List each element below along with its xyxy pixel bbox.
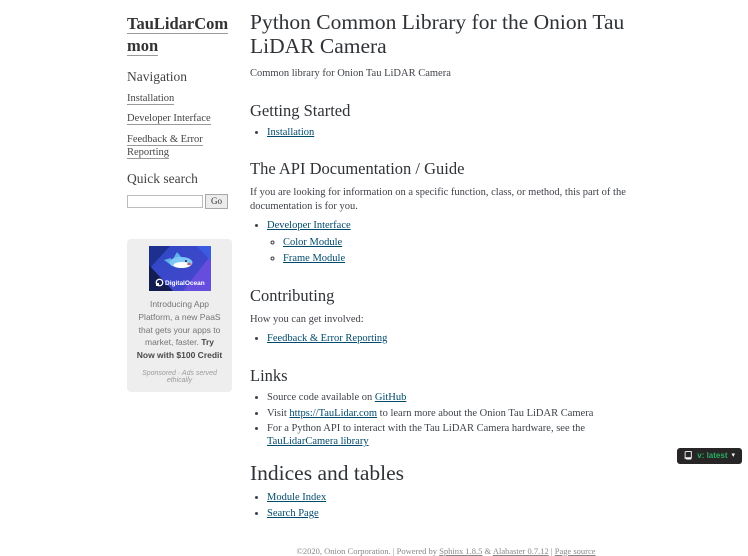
link-item-text: Source code available on <box>267 391 375 403</box>
contributing-intro-text: How you can get involved: <box>250 313 364 325</box>
sidebar <box>127 0 232 556</box>
sidebar-project-title <box>127 13 232 58</box>
list-item <box>267 408 642 421</box>
list-item <box>267 127 642 140</box>
caret-down-icon: ▾ <box>731 452 735 459</box>
github-link[interactable]: GitHub <box>374 391 407 403</box>
search-page-link[interactable]: Search Page <box>267 507 319 519</box>
links-list <box>250 392 642 449</box>
developer-interface-link[interactable]: Developer Interface <box>267 220 351 232</box>
link-item-text: to learn more about the Onion Tau LiDAR Camera <box>377 407 594 419</box>
sidebar-quick-search-heading: Quick search <box>127 171 198 187</box>
list-item <box>283 237 642 250</box>
search-go-button[interactable]: Go <box>205 194 228 209</box>
page-footer <box>250 546 642 556</box>
footer-copyright: ©2020, Onion Corporation. <box>296 545 391 556</box>
footer-separator: | <box>548 545 555 556</box>
api-list <box>250 220 642 265</box>
list-item <box>267 508 642 521</box>
digitalocean-ad-illustration <box>149 246 211 291</box>
sidebar-item-installation[interactable]: Installation <box>127 92 175 104</box>
frame-module-link[interactable]: Frame Module <box>283 252 346 264</box>
list-item <box>267 492 642 505</box>
book-icon <box>684 451 693 460</box>
installation-link[interactable]: Installation <box>267 126 315 138</box>
section-heading-api-documentation: The API Documentation / Guide <box>250 159 465 179</box>
search-form <box>127 194 232 209</box>
search-input[interactable] <box>127 195 203 208</box>
api-intro-text: If you are looking for information on a specific function, class, or method, this part of the documentation is for you. <box>250 187 626 212</box>
indices-list <box>250 492 642 521</box>
sidebar-item-developer-interface[interactable]: Developer Interface <box>127 113 211 125</box>
page-source-link[interactable]: Page source <box>554 545 596 556</box>
list-item <box>267 333 642 346</box>
page-title: Python Common Library for the Onion Tau LiDAR Camera <box>250 10 625 59</box>
contributing-list <box>250 333 642 346</box>
list-item <box>267 392 642 405</box>
digitalocean-ad-image[interactable] <box>149 246 211 291</box>
section-heading-getting-started: Getting Started <box>250 100 351 120</box>
link-item-text: Visit <box>267 407 290 419</box>
taulidar-com-link[interactable]: https://TauLidar.com <box>289 407 378 419</box>
sidebar-project-title-link[interactable]: TauLidarCommon <box>127 14 229 56</box>
ad-cta-text: Try Now with $100 Credit <box>136 337 223 361</box>
rtd-version-badge[interactable] <box>677 448 742 464</box>
sidebar-item <box>127 112 232 126</box>
taulidarcamera-library-link[interactable]: TauLidarCamera library <box>267 436 369 448</box>
color-module-link[interactable]: Color Module <box>283 237 343 249</box>
sidebar-navigation-heading: Navigation <box>127 68 187 84</box>
page-subtitle: Common library for Onion Tau LiDAR Camera <box>250 68 451 80</box>
sidebar-item <box>127 133 232 160</box>
digitalocean-brand-text: DigitalOcean <box>164 280 205 288</box>
section-heading-links: Links <box>250 365 288 385</box>
footer-powered-by: | Powered by <box>390 545 440 556</box>
main-content <box>250 0 642 556</box>
module-index-link[interactable]: Module Index <box>267 492 327 504</box>
section-heading-contributing: Contributing <box>250 285 335 305</box>
sidebar-item <box>127 92 232 106</box>
list-item <box>267 423 642 449</box>
sidebar-item-feedback-error-reporting[interactable]: Feedback & Error Reporting <box>127 133 203 159</box>
alabaster-link[interactable]: Alabaster 0.7.12 <box>492 545 549 556</box>
ethical-ad <box>127 239 232 392</box>
api-sublist <box>267 237 642 266</box>
list-item <box>267 220 642 265</box>
ad-copy-text: Introducing App Platform, a new PaaS that gets your apps to market, faster. <box>138 299 221 348</box>
ad-disclosure: Sponsored · Ads served ethically <box>142 369 217 384</box>
feedback-error-reporting-link[interactable]: Feedback & Error Reporting <box>267 333 388 345</box>
sidebar-nav-list <box>127 92 232 161</box>
getting-started-list <box>250 127 642 140</box>
version-label: v: latest <box>697 451 728 460</box>
sphinx-link[interactable]: Sphinx 1.8.5 <box>439 545 483 556</box>
ad-copy[interactable] <box>136 298 223 362</box>
list-item <box>283 253 642 266</box>
link-item-text: For a Python API to interact with the Tau LiDAR Camera hardware, see the <box>267 423 586 435</box>
section-heading-indices-and-tables: Indices and tables <box>250 461 405 486</box>
footer-ampersand: & <box>482 545 493 556</box>
